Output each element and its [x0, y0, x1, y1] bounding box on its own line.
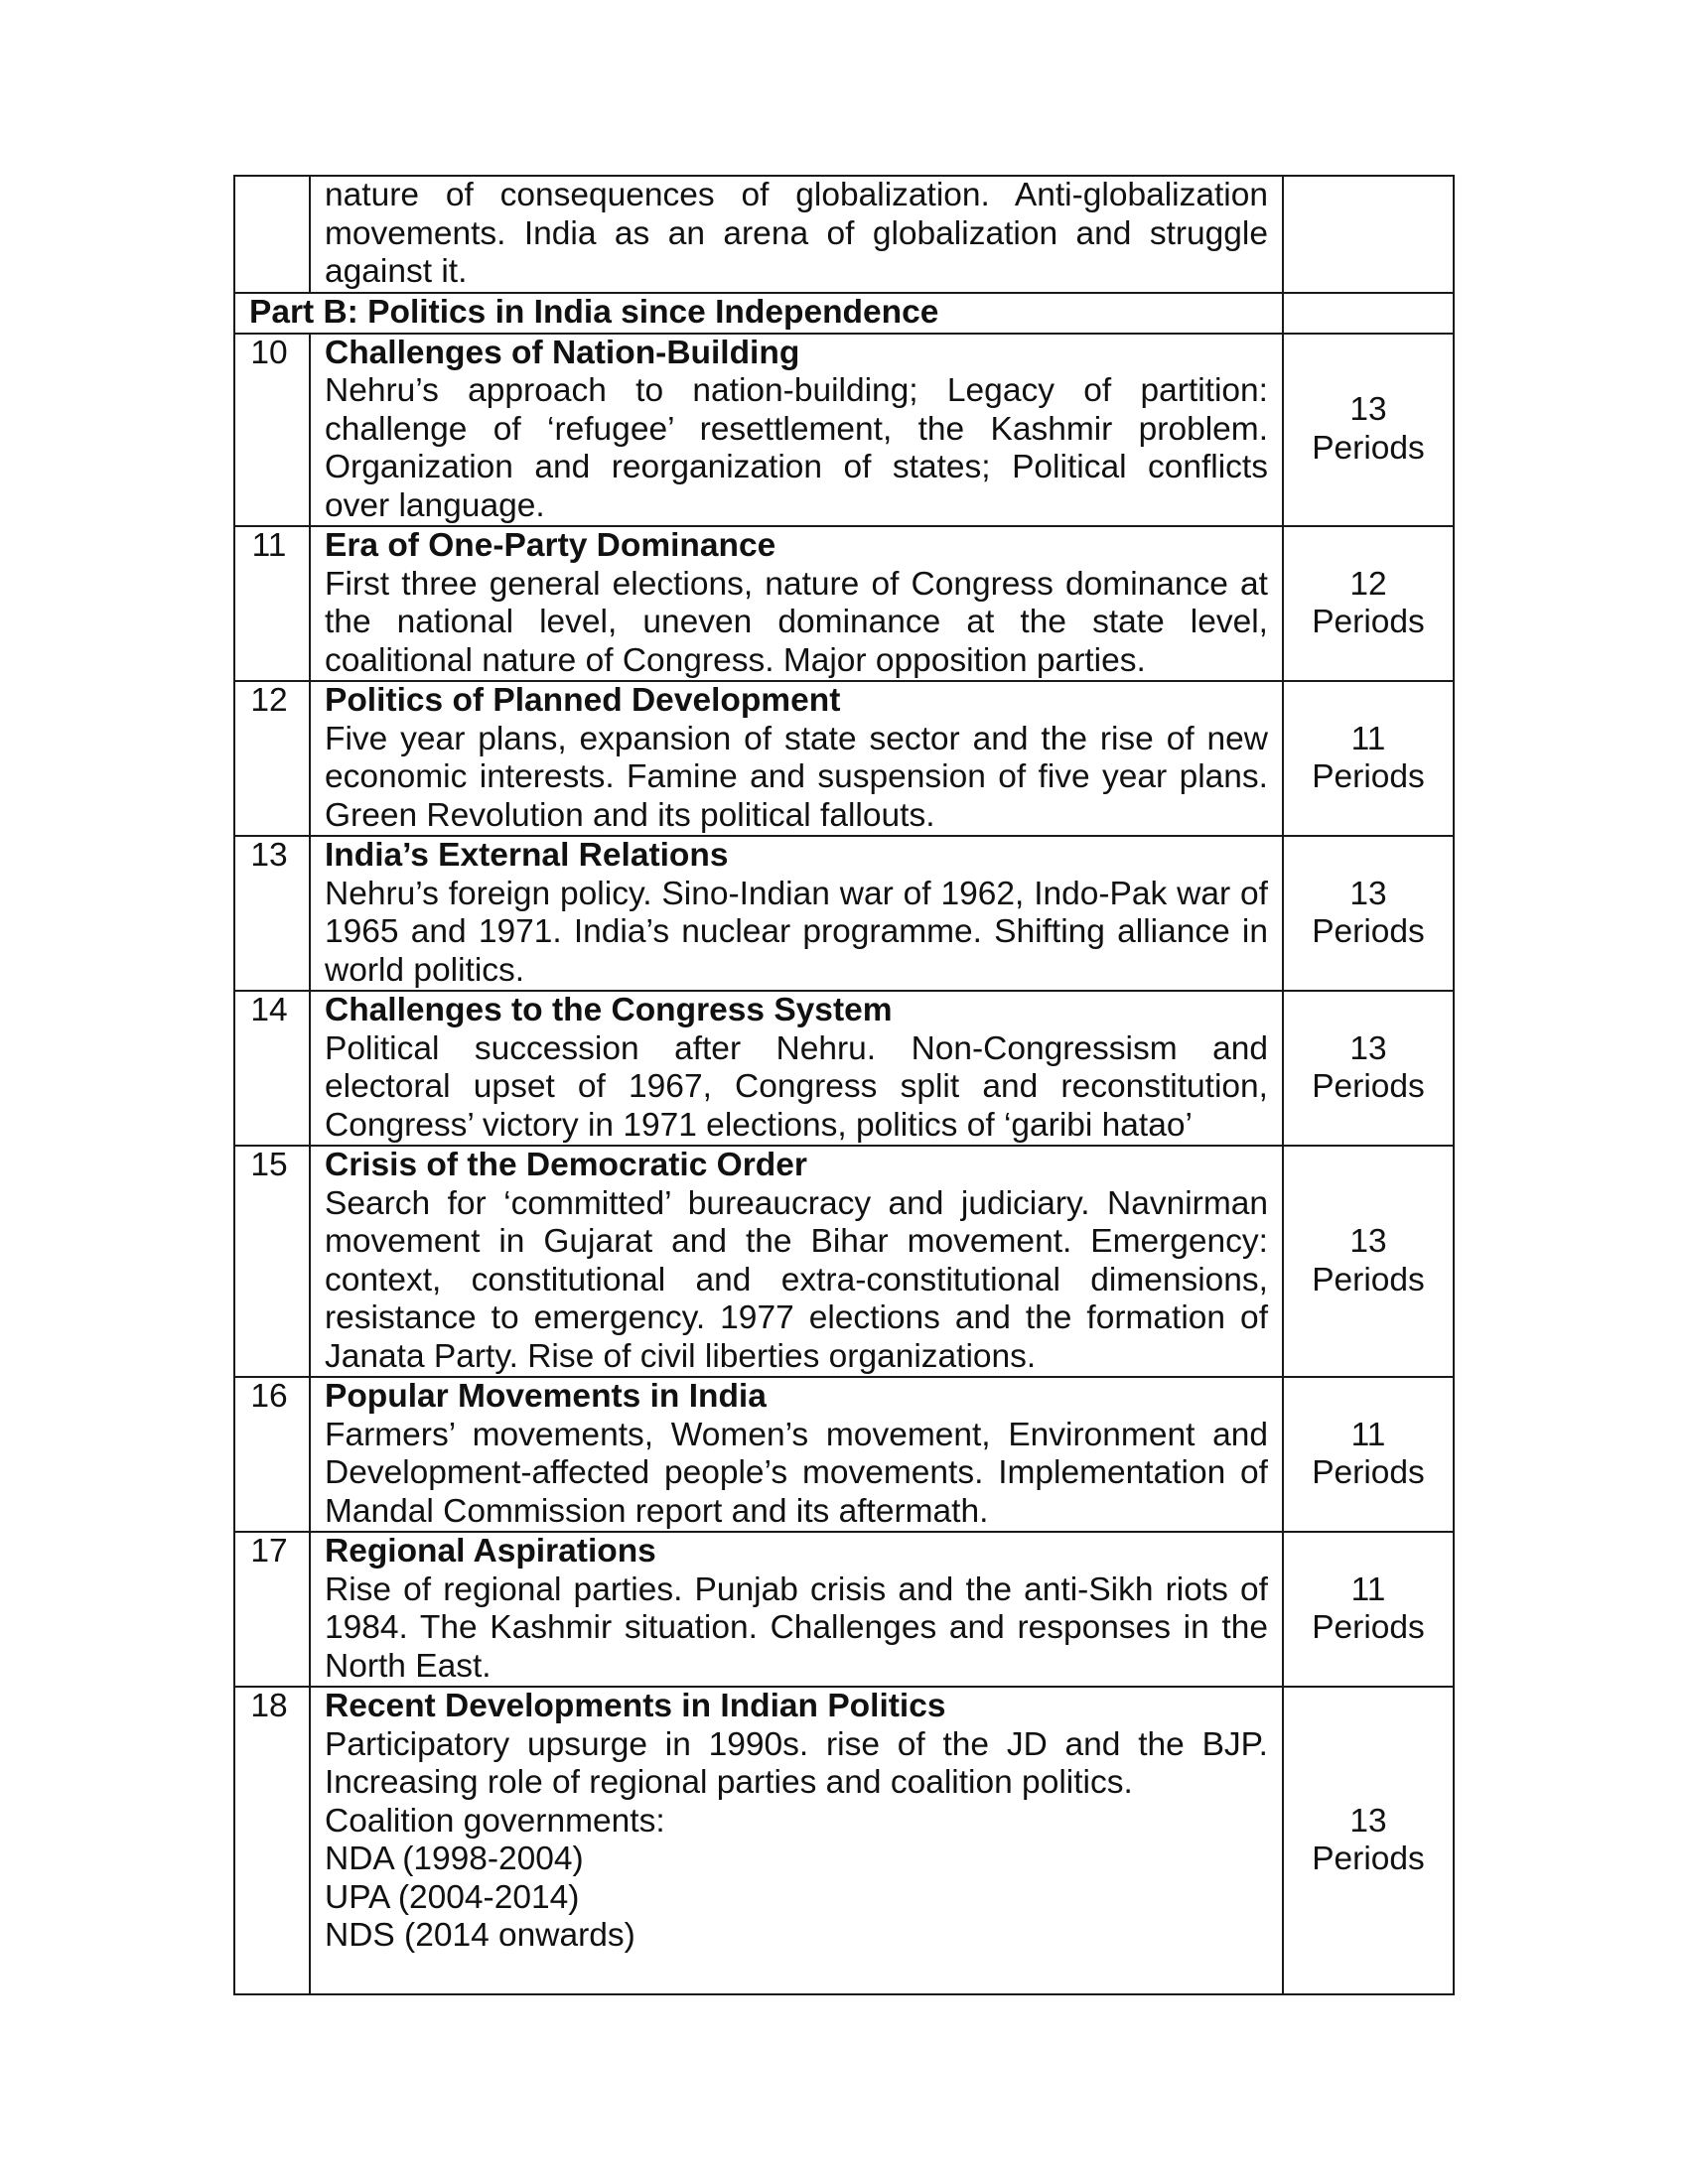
- unit-periods-cell: [1283, 1146, 1454, 1377]
- unit-number: 10: [234, 334, 310, 527]
- unit-number: 15: [234, 1146, 310, 1377]
- unit-number: 12: [234, 681, 310, 836]
- unit-periods-count: 13: [1349, 1029, 1387, 1067]
- unit-periods-count: 13: [1349, 391, 1387, 429]
- unit-title: Challenges of Nation-Building: [325, 334, 800, 371]
- unit-description-cell: [310, 334, 1283, 527]
- unit-description-cell: [310, 1377, 1283, 1532]
- unit-title: Crisis of the Democratic Order: [325, 1147, 807, 1183]
- unit-periods-label: Periods: [1312, 1261, 1425, 1298]
- unit-periods-count: 13: [1349, 1802, 1387, 1840]
- unit-title: Challenges to the Congress System: [325, 992, 893, 1028]
- unit-periods-cell: [1283, 836, 1454, 991]
- unit-row: [234, 1687, 1454, 1994]
- unit-description: Participatory upsurge in 1990s. rise of the JD and the BJP. Increasing role of regional parties and coalition politics.: [325, 1725, 1268, 1801]
- unit-periods-label: Periods: [1312, 1609, 1425, 1646]
- unit-periods-count: 13: [1349, 1223, 1387, 1260]
- unit-description: First three general elections, nature of Congress dominance at the national level, uneven dominance at the state level, coalitional nature of Congress. Major opposition parties.: [325, 565, 1268, 679]
- unit-number: 16: [234, 1377, 310, 1532]
- unit-number: 14: [234, 991, 310, 1146]
- syllabus-table: [233, 175, 1455, 1995]
- unit-row: [234, 334, 1454, 527]
- unit-periods-label: Periods: [1312, 604, 1425, 640]
- unit-number: 13: [234, 836, 310, 991]
- unit-description: Farmers’ movements, Women’s movement, Environment and Development-affected people’s movements. Implementation of Mandal Commission report and its aftermath.: [325, 1416, 1268, 1530]
- unit-periods-cell: [1283, 1377, 1454, 1532]
- continuation-periods-cell: [1283, 176, 1454, 293]
- unit-periods-cell: [1283, 526, 1454, 681]
- unit-description-cell: [310, 681, 1283, 836]
- continuation-number-cell: [234, 176, 310, 293]
- unit-description-cell: [310, 1687, 1283, 1994]
- unit-periods-cell: [1283, 1687, 1454, 1994]
- unit-row: [234, 681, 1454, 836]
- unit-description-cell: [310, 991, 1283, 1146]
- unit-description: Political succession after Nehru. Non-Congressism and electoral upset of 1967, Congress split and reconstitution, Congress’ victory in 1971 elections, politics of ‘garibi hatao’: [325, 1029, 1268, 1144]
- unit-periods-label: Periods: [1312, 429, 1425, 467]
- unit-description: Nehru’s approach to nation-building; Legacy of partition: challenge of ‘refugee’ resettlement, the Kashmir problem. Organization and reorganization of states; Political conflicts over language.: [325, 372, 1268, 524]
- unit-title: Regional Aspirations: [325, 1533, 656, 1570]
- unit-periods-label: Periods: [1312, 758, 1425, 795]
- unit-periods-label: Periods: [1312, 1068, 1425, 1105]
- unit-title: Era of One-Party Dominance: [325, 527, 776, 564]
- unit-row: [234, 1532, 1454, 1687]
- unit-description: Five year plans, expansion of state sector and the rise of new economic interests. Famine and suspension of five year plans. Green Revolution and its political fallouts.: [325, 720, 1268, 834]
- unit-periods-cell: [1283, 681, 1454, 836]
- unit-periods-label: Periods: [1312, 913, 1425, 950]
- unit-description-line: Coalition governments:: [325, 1802, 665, 1840]
- unit-title: Popular Movements in India: [325, 1378, 767, 1415]
- part-b-title: Part B: Politics in India since Independence: [234, 293, 1283, 334]
- unit-periods-label: Periods: [1312, 1454, 1425, 1491]
- unit-row: [234, 1146, 1454, 1377]
- unit-periods-label: Periods: [1312, 1841, 1425, 1877]
- unit-periods-cell: [1283, 991, 1454, 1146]
- unit-title: Politics of Planned Development: [325, 682, 841, 719]
- unit-number: 18: [234, 1687, 310, 1994]
- unit-periods-count: 11: [1350, 720, 1386, 757]
- unit-number: 11: [234, 526, 310, 681]
- unit-description-cell: [310, 836, 1283, 991]
- unit-periods-count: 11: [1350, 1416, 1386, 1453]
- unit-description-cell: [310, 526, 1283, 681]
- unit-description-line: NDS (2014 onwards): [325, 1917, 635, 1954]
- unit-row: [234, 991, 1454, 1146]
- unit-periods-cell: [1283, 334, 1454, 527]
- unit-description-line: NDA (1998-2004): [325, 1841, 584, 1877]
- unit-description: Search for ‘committed’ bureaucracy and judiciary. Navnirman movement in Gujarat and the Bihar movement. Emergency: context, constitutional and extra-constitutional dimensions, resistance to emergency. 1977 elections and the formation of Janata Party. Rise of civil liberties organizations.: [325, 1184, 1268, 1375]
- unit-periods-cell: [1283, 1532, 1454, 1687]
- unit-description-line: UPA (2004-2014): [325, 1878, 580, 1916]
- unit-number: 17: [234, 1532, 310, 1687]
- unit-description: Nehru’s foreign policy. Sino-Indian war of 1962, Indo-Pak war of 1965 and 1971. India’s nuclear programme. Shifting alliance in world politics.: [325, 875, 1268, 989]
- part-b-header-row: [234, 293, 1454, 334]
- continuation-text: nature of consequences of globalization. Anti-globalization movements. India as an arena of globalization and struggle against it.: [325, 177, 1268, 290]
- unit-title: India’s External Relations: [325, 837, 729, 874]
- unit-periods-count: 13: [1349, 875, 1387, 912]
- part-b-empty-cell: [1283, 293, 1454, 334]
- unit-description-cell: [310, 1532, 1283, 1687]
- unit-description-cell: [310, 1146, 1283, 1377]
- unit-periods-count: 12: [1349, 565, 1387, 603]
- continuation-row: [234, 176, 1454, 293]
- unit-periods-count: 11: [1350, 1570, 1386, 1608]
- unit-row: [234, 836, 1454, 991]
- unit-row: [234, 526, 1454, 681]
- unit-row: [234, 1377, 1454, 1532]
- unit-title: Recent Developments in Indian Politics: [325, 1688, 946, 1724]
- unit-description: Rise of regional parties. Punjab crisis and the anti-Sikh riots of 1984. The Kashmir situation. Challenges and responses in the North East.: [325, 1570, 1268, 1685]
- continuation-description-cell: [310, 176, 1283, 293]
